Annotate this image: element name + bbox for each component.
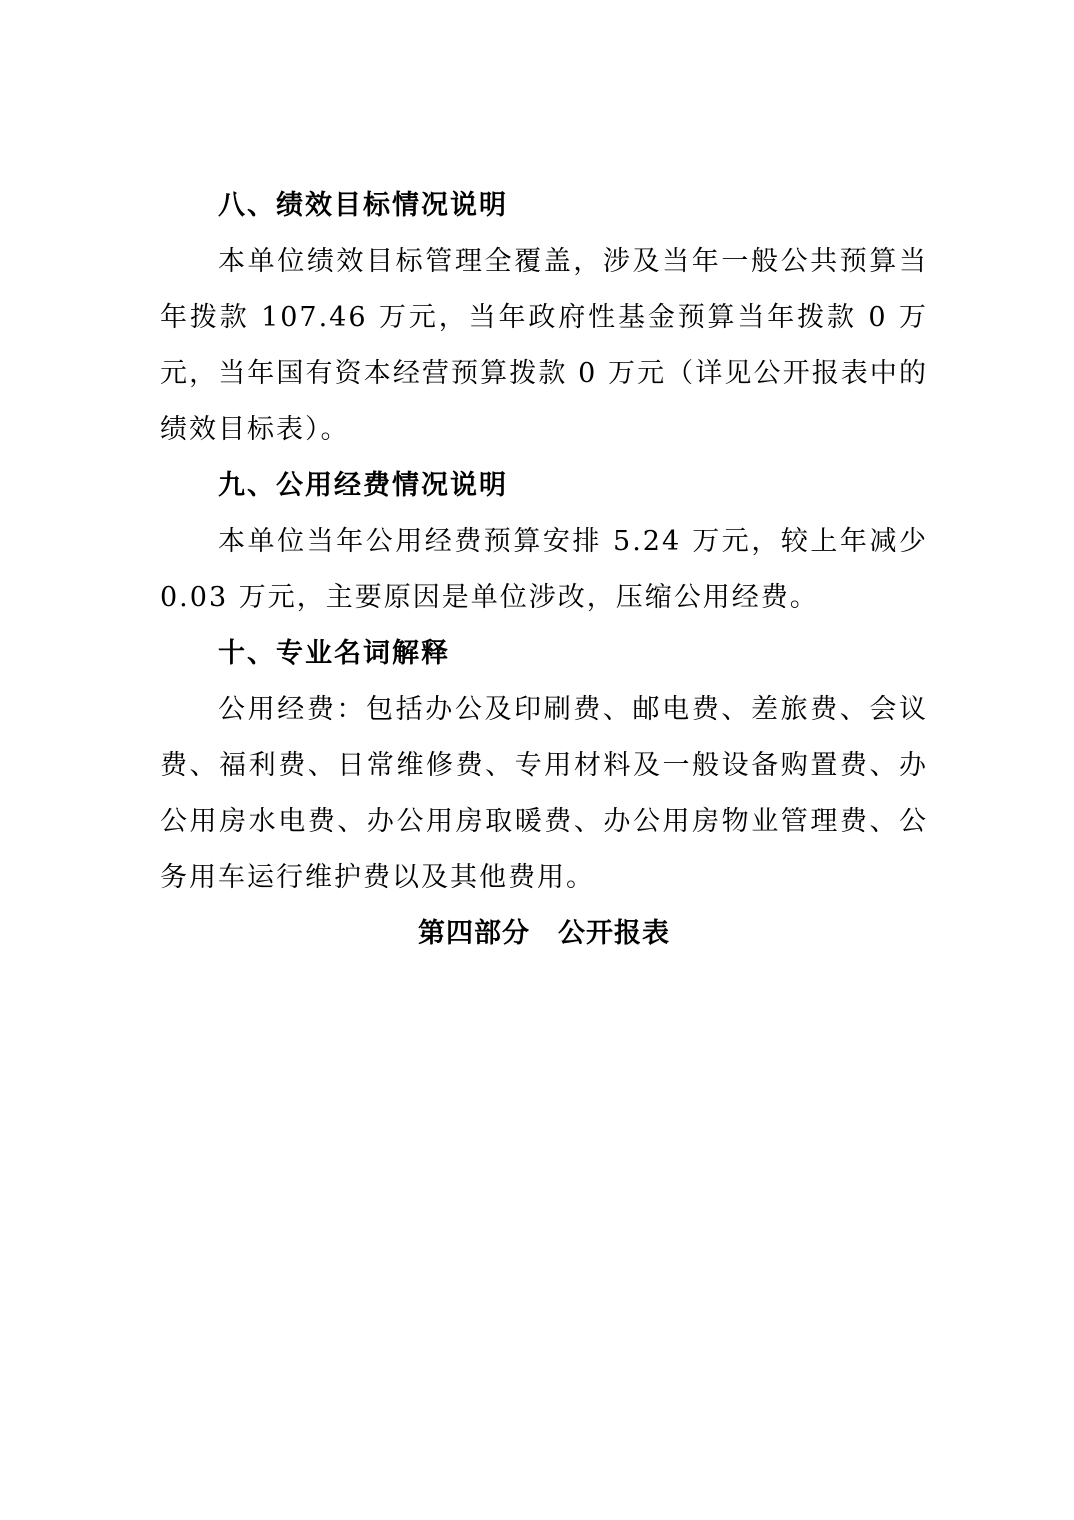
section-paragraph-public-funds: 本单位当年公用经费预算安排 5.24 万元，较上年减少 0.03 万元，主要原因是单位涉改，压缩公用经费。 <box>160 526 928 613</box>
section-paragraph-glossary: 公用经费：包括办公及印刷费、邮电费、差旅费、会议费、福利费、日常维修费、专用材料及一般设备购置费、办公用房水电费、办公用房取暖费、办公用房物业管理费、公务用车运行维护费以及其他费用。 <box>160 694 928 893</box>
document-body <box>160 178 928 962</box>
section-heading-glossary: 十、专业名词解释 <box>218 638 450 669</box>
section-paragraph-performance-goals: 本单位绩效目标管理全覆盖，涉及当年一般公共预算当年拨款 107.46 万元，当年政府性基金预算当年拨款 0 万元，当年国有资本经营预算拨款 0 万元（详见公开报表中的绩效目标表）。 <box>160 246 928 445</box>
section-heading-performance-goals: 八、绩效目标情况说明 <box>218 190 508 221</box>
part-title: 第四部分 公开报表 <box>418 918 670 949</box>
section-heading-public-funds: 九、公用经费情况说明 <box>218 470 508 501</box>
